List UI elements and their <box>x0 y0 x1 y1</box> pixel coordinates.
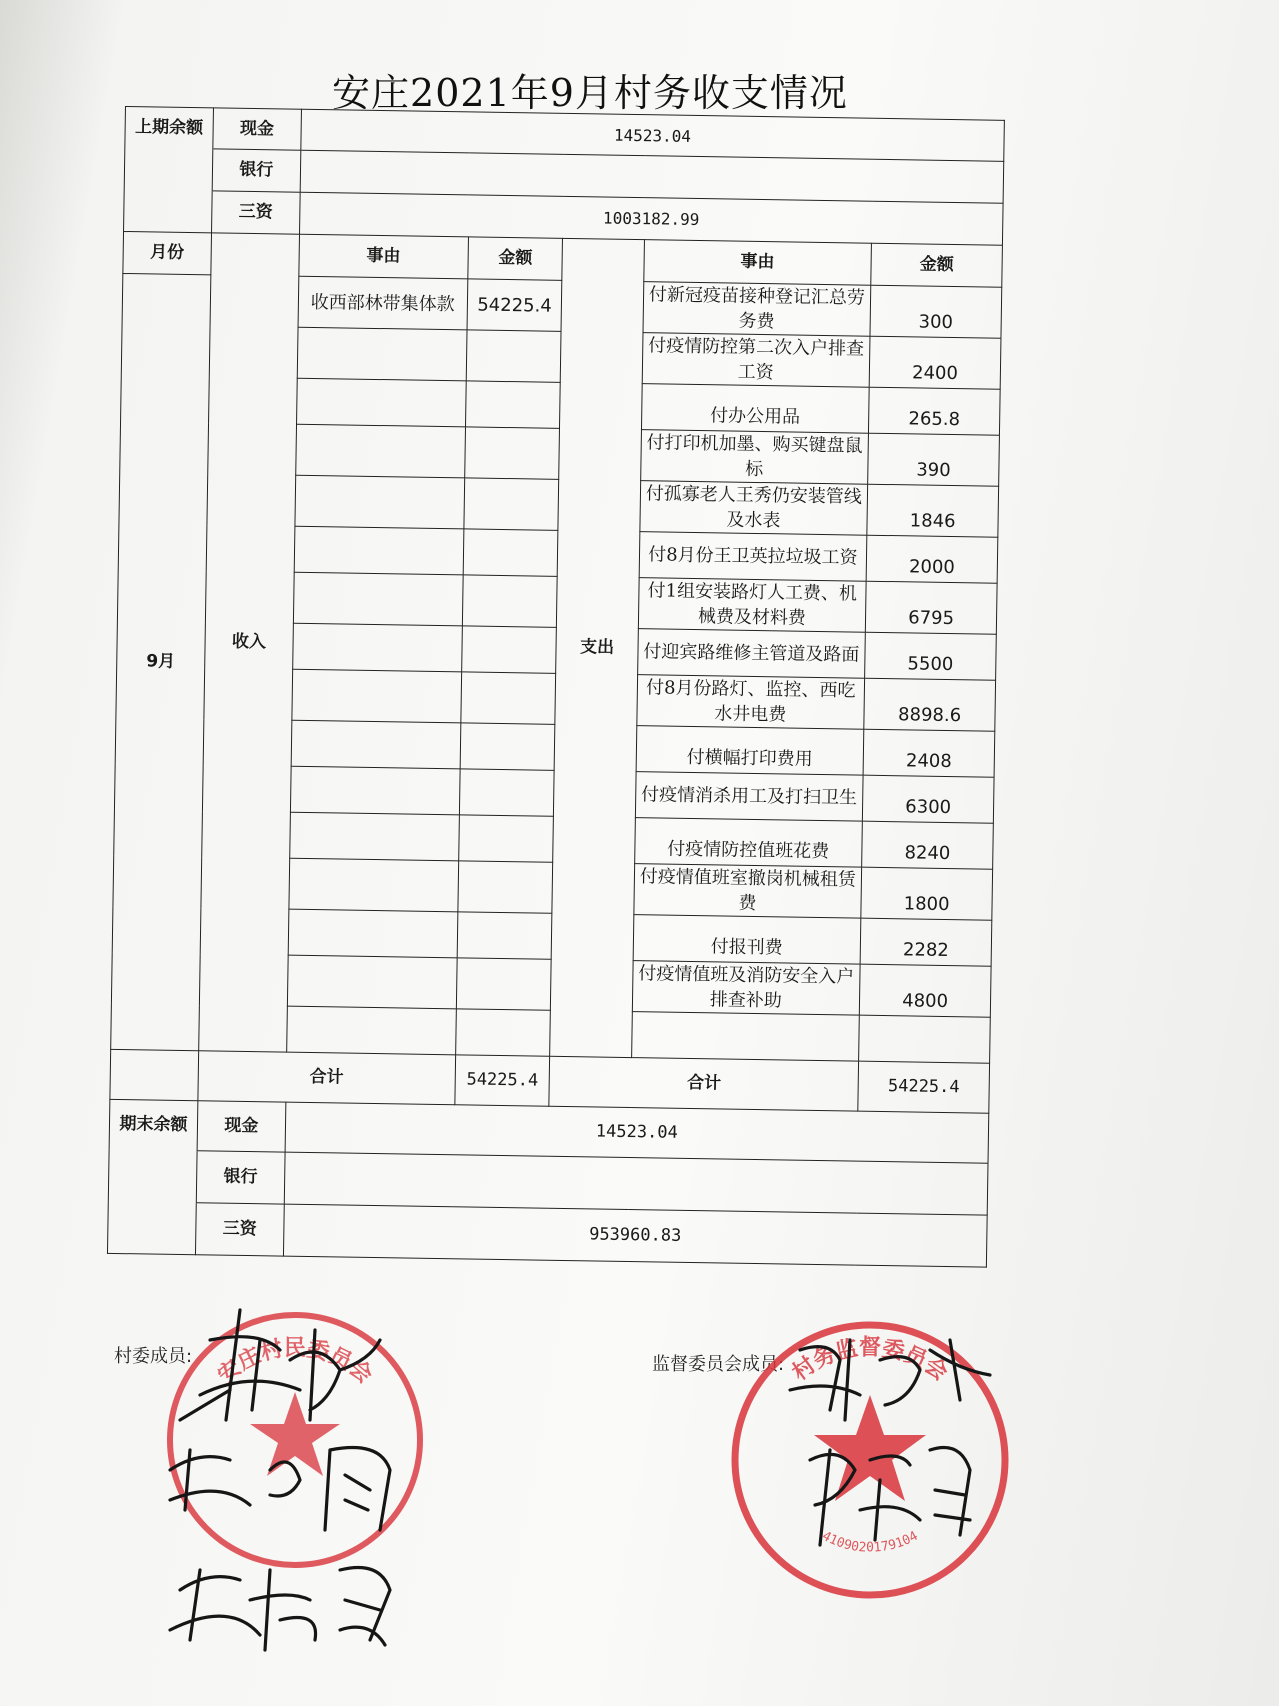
expense-reason-header: 事由 <box>643 240 871 286</box>
expense-item-amount: 265.8 <box>869 387 1001 435</box>
expense-item-amount: 390 <box>868 433 1000 486</box>
left-seal-text: 安庄村民委员会 <box>213 1336 377 1389</box>
expense-item-reason: 付8月份路灯、监控、西吃水井电费 <box>636 675 864 730</box>
expense-item-amount: 2000 <box>866 535 998 583</box>
expense-item-reason: 付疫情值班室撤岗机械租赁费 <box>633 864 861 919</box>
right-handwritten-signatures <box>760 1330 1030 1570</box>
closing-label: 期末余额 <box>109 1099 198 1150</box>
opening-cash-value: 14523.04 <box>301 109 1005 161</box>
income-label: 收入 <box>199 233 300 1052</box>
income-reason-header: 事由 <box>299 234 469 279</box>
page-title: 安庄2021年9月村务收支情况 <box>332 71 848 115</box>
expense-item-amount: 2400 <box>869 336 1001 389</box>
closing-cash-label: 现金 <box>197 1101 286 1152</box>
income-total-label: 合计 <box>198 1051 456 1105</box>
expense-item-reason: 付孤寡老人王秀仍安装管线及水表 <box>639 481 867 536</box>
closing-assets-label: 三资 <box>195 1203 284 1256</box>
expense-item-amount: 300 <box>870 285 1002 338</box>
expense-item-reason: 付疫情防控第二次入户排查工资 <box>642 333 870 388</box>
expense-item-amount: 1800 <box>861 867 993 920</box>
opening-assets-value: 1003182.99 <box>299 192 1003 245</box>
opening-bank-label: 银行 <box>212 149 301 192</box>
expense-item-amount: 6795 <box>865 581 997 634</box>
opening-label: 上期余额 <box>125 107 214 149</box>
expense-item-reason: 付新冠疫苗接种登记汇总劳务费 <box>643 282 871 337</box>
month-header: 月份 <box>123 231 212 274</box>
right-seal-number: 4109020179104 <box>819 1528 921 1556</box>
closing-assets-value: 953960.83 <box>283 1204 987 1267</box>
income-total-value: 54225.4 <box>455 1055 550 1106</box>
expense-item-reason: 付疫情消杀用工及打扫卫生 <box>635 772 863 822</box>
opening-cash-label: 现金 <box>213 108 302 150</box>
expense-item-reason: 付报刊费 <box>633 915 861 965</box>
closing-bank-label: 银行 <box>196 1151 285 1204</box>
expense-total-value: 54225.4 <box>858 1061 990 1113</box>
finance-table <box>107 106 1005 1268</box>
left-handwritten-signatures <box>140 1300 430 1690</box>
village-committee-label: 村委成员: <box>114 1346 193 1367</box>
expense-item-reason: 付办公用品 <box>641 384 869 434</box>
expense-item-reason <box>631 1012 859 1062</box>
opening-assets-label: 三资 <box>211 191 300 234</box>
closing-cash-value: 14523.04 <box>285 1102 989 1163</box>
expense-item-reason: 付疫情值班及消防安全入户排查补助 <box>632 961 860 1016</box>
expense-item-amount: 5500 <box>865 632 997 680</box>
income-amount-header: 金额 <box>468 237 563 280</box>
expense-item-amount: 4800 <box>859 964 991 1017</box>
month-value: 9月 <box>111 273 211 1050</box>
expense-item-reason: 付打印机加墨、购买键盘鼠标 <box>640 430 868 485</box>
expense-amount-header: 金额 <box>871 243 1002 287</box>
expense-item-amount: 2282 <box>860 918 992 966</box>
expense-item-reason: 付横幅打印费用 <box>636 726 864 776</box>
expense-item-amount: 8240 <box>862 821 994 869</box>
expense-item-reason: 付8月份王卫英拉垃圾工资 <box>639 532 867 582</box>
right-seal-text: 村务监督委员会 <box>788 1335 952 1387</box>
expense-item-reason: 付疫情防控值班花费 <box>634 818 862 868</box>
income-item-amount: 54225.4 <box>467 279 562 331</box>
expense-label: 支出 <box>550 238 644 1057</box>
expense-item-amount: 1846 <box>867 484 999 537</box>
expense-item-amount: 8898.6 <box>864 678 996 731</box>
expense-item-reason: 付迎宾路维修主管道及路面 <box>637 629 865 679</box>
expense-item-reason: 付1组安装路灯人工费、机械费及材料费 <box>638 578 866 633</box>
expense-item-amount <box>859 1015 991 1063</box>
expense-total-label: 合计 <box>549 1056 858 1111</box>
income-item-reason: 收西部林带集体款 <box>298 276 468 330</box>
expense-item-amount: 2408 <box>863 729 995 777</box>
expense-item-amount: 6300 <box>863 775 995 823</box>
supervision-committee-label: 监督委员会成员: <box>652 1354 785 1375</box>
